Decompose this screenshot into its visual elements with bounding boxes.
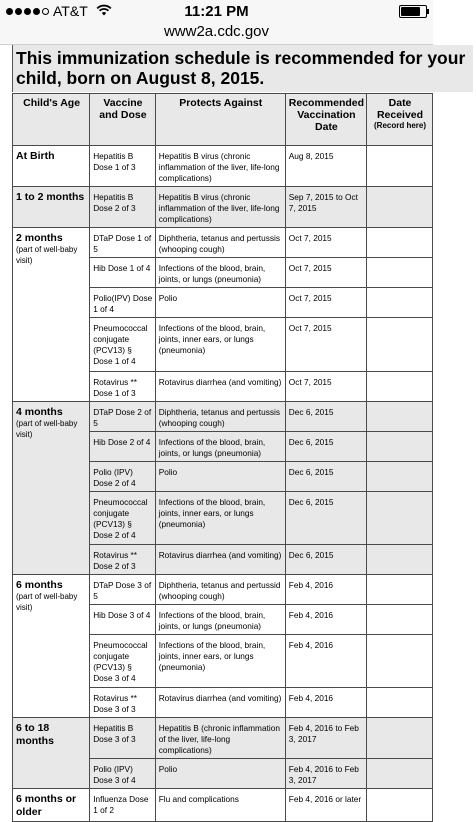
- status-bar: [0, 0, 433, 22]
- date-received-cell[interactable]: [367, 635, 433, 688]
- heading-box: [12, 45, 473, 92]
- vaccine-dose-cell: Rotavirus ** Dose 2 of 3: [90, 545, 156, 575]
- recommended-date-cell: Oct 7, 2015: [285, 288, 366, 318]
- vaccine-dose-cell: Rotavirus ** Dose 1 of 3: [90, 372, 156, 402]
- table-header-row: [13, 94, 433, 146]
- page-title: This immunization schedule is recommended for your child, born on August 8, 2015.: [16, 48, 466, 88]
- vaccine-dose-cell: DTaP Dose 2 of 5: [90, 402, 156, 432]
- protects-against-cell: Hepatitis B virus (chronic inflammation of the liver, life-long complications): [155, 146, 285, 187]
- date-received-cell[interactable]: [367, 492, 433, 545]
- vaccine-dose-cell: Hepatitis B Dose 2 of 3: [90, 187, 156, 228]
- address-bar[interactable]: www2a.cdc.gov: [0, 22, 433, 45]
- protects-against-cell: Infections of the blood, brain, joints, or lungs (pneumonia): [155, 432, 285, 462]
- age-note: (part of well-baby visit): [16, 419, 78, 439]
- date-received-cell[interactable]: [367, 575, 433, 605]
- age-label: 4 months: [16, 406, 63, 418]
- date-received-cell[interactable]: [367, 462, 433, 492]
- age-note: (part of well-baby visit): [16, 592, 78, 612]
- header-vaccine-and-dose: Vaccine and Dose: [90, 94, 156, 146]
- recommended-date-cell: Feb 4, 2016 or later: [285, 789, 366, 822]
- date-received-cell[interactable]: [367, 146, 433, 187]
- header-date-received: [367, 94, 433, 146]
- carrier-label: AT&T: [53, 3, 88, 19]
- age-label: 6 to 18 months: [16, 722, 54, 747]
- recommended-date-cell: Oct 7, 2015: [285, 372, 366, 402]
- immunization-schedule-table: [12, 93, 433, 822]
- recommended-date-cell: Feb 4, 2016: [285, 635, 366, 688]
- age-label: 6 months or older: [16, 793, 77, 818]
- vaccine-dose-cell: Hib Dose 3 of 4: [90, 605, 156, 635]
- header-date-received-label: Date Received: [376, 97, 424, 121]
- protects-against-cell: Infections of the blood, brain, joints, inner ears, or lungs (pneumonia): [155, 635, 285, 688]
- vaccine-dose-cell: DTaP Dose 1 of 5: [90, 228, 156, 258]
- date-received-cell[interactable]: [367, 759, 433, 789]
- battery-icon: [399, 5, 427, 18]
- protects-against-cell: Diphtheria, tetanus and pertussid (whooping cough): [155, 575, 285, 605]
- date-received-cell[interactable]: [367, 402, 433, 432]
- date-received-cell[interactable]: [367, 228, 433, 258]
- age-label: At Birth: [16, 150, 55, 162]
- recommended-date-cell: Feb 4, 2016 to Feb 3, 2017: [285, 718, 366, 759]
- vaccine-dose-cell: Pneumococcal conjugate (PCV13) § Dose 3 of 4: [90, 635, 156, 688]
- age-cell: [13, 228, 90, 402]
- age-label: 2 months: [16, 232, 63, 244]
- age-cell: [13, 575, 90, 718]
- header-recommended-date: Recommended Vaccination Date: [285, 94, 366, 146]
- recommended-date-cell: Dec 6, 2015: [285, 432, 366, 462]
- recommended-date-cell: Oct 7, 2015: [285, 258, 366, 288]
- age-label: 6 months: [16, 579, 63, 591]
- age-cell: [13, 789, 90, 822]
- protects-against-cell: Infections of the blood, brain, joints, inner ears, or lungs (pneumonia): [155, 492, 285, 545]
- vaccine-dose-cell: Polio (IPV) Dose 2 of 4: [90, 462, 156, 492]
- recommended-date-cell: Dec 6, 2015: [285, 402, 366, 432]
- date-received-cell[interactable]: [367, 688, 433, 718]
- age-label: 1 to 2 months: [16, 191, 85, 203]
- table-row: [13, 718, 433, 759]
- date-received-cell[interactable]: [367, 605, 433, 635]
- protects-against-cell: Polio: [155, 462, 285, 492]
- date-received-cell[interactable]: [367, 545, 433, 575]
- recommended-date-cell: Oct 7, 2015: [285, 228, 366, 258]
- recommended-date-cell: Aug 8, 2015: [285, 146, 366, 187]
- vaccine-dose-cell: Rotavirus ** Dose 3 of 3: [90, 688, 156, 718]
- protects-against-cell: Infections of the blood, brain, joints, or lungs (pneumonia): [155, 605, 285, 635]
- page-content: [0, 45, 466, 818]
- table-row: [13, 187, 433, 228]
- vaccine-dose-cell: Hib Dose 1 of 4: [90, 258, 156, 288]
- protects-against-cell: Diphtheria, tetanus and pertussis (whooping cough): [155, 402, 285, 432]
- table-row: [13, 789, 433, 822]
- vaccine-dose-cell: Hib Dose 2 of 4: [90, 432, 156, 462]
- clock: 11:21 PM: [184, 3, 249, 20]
- recommended-date-cell: Dec 6, 2015: [285, 462, 366, 492]
- age-cell: [13, 187, 90, 228]
- protects-against-cell: Infections of the blood, brain, joints, inner ears, or lungs (pneumonia): [155, 318, 285, 372]
- vaccine-dose-cell: Hepatitis B Dose 3 of 3: [90, 718, 156, 759]
- vaccine-dose-cell: DTaP Dose 3 of 5: [90, 575, 156, 605]
- date-received-cell[interactable]: [367, 187, 433, 228]
- protects-against-cell: Hepatitis B virus (chronic inflammation of the liver, life-long complications): [155, 187, 285, 228]
- vaccine-dose-cell: Polio (IPV) Dose 3 of 4: [90, 759, 156, 789]
- table-row: [13, 228, 433, 258]
- recommended-date-cell: Oct 7, 2015: [285, 318, 366, 372]
- date-received-cell[interactable]: [367, 318, 433, 372]
- header-record-here: (Record here): [374, 121, 427, 130]
- date-received-cell[interactable]: [367, 789, 433, 822]
- age-cell: [13, 402, 90, 575]
- age-cell: [13, 718, 90, 789]
- header-childs-age: Child's Age: [13, 94, 90, 146]
- date-received-cell[interactable]: [367, 718, 433, 759]
- date-received-cell[interactable]: [367, 288, 433, 318]
- vaccine-dose-cell: Polio(IPV) Dose 1 of 4: [90, 288, 156, 318]
- protects-against-cell: Rotavirus diarrhea (and vomiting): [155, 372, 285, 402]
- protects-against-cell: Diphtheria, tetanus and pertussis (whooping cough): [155, 228, 285, 258]
- vaccine-dose-cell: Influenza Dose 1 of 2: [90, 789, 156, 822]
- age-note: (part of well-baby visit): [16, 245, 78, 265]
- recommended-date-cell: Feb 4, 2016: [285, 575, 366, 605]
- protects-against-cell: Rotavirus diarrhea (and vomiting): [155, 545, 285, 575]
- header-protects-against: Protects Against: [155, 94, 285, 146]
- table-row: [13, 402, 433, 432]
- recommended-date-cell: Feb 4, 2016: [285, 605, 366, 635]
- vaccine-dose-cell: Pneumococcal conjugate (PCV13) § Dose 2 of 4: [90, 492, 156, 545]
- vaccine-dose-cell: Pneumococcal conjugate (PCV13) § Dose 1 of 4: [90, 318, 156, 372]
- protects-against-cell: Polio: [155, 759, 285, 789]
- protects-against-cell: Polio: [155, 288, 285, 318]
- recommended-date-cell: Dec 6, 2015: [285, 545, 366, 575]
- recommended-date-cell: Feb 4, 2016: [285, 688, 366, 718]
- recommended-date-cell: Sep 7, 2015 to Oct 7, 2015: [285, 187, 366, 228]
- table-row: [13, 575, 433, 605]
- date-received-cell[interactable]: [367, 258, 433, 288]
- date-received-cell[interactable]: [367, 372, 433, 402]
- protects-against-cell: Rotavirus diarrhea (and vomiting): [155, 688, 285, 718]
- age-cell: [13, 146, 90, 187]
- recommended-date-cell: Dec 6, 2015: [285, 492, 366, 545]
- recommended-date-cell: Feb 4, 2016 to Feb 3, 2017: [285, 759, 366, 789]
- protects-against-cell: Hepatitis B (chronic inflammation of the liver, life-long complications): [155, 718, 285, 759]
- table-row: [13, 146, 433, 187]
- date-received-cell[interactable]: [367, 432, 433, 462]
- protects-against-cell: Infections of the blood, brain, joints, or lungs (pneumonia): [155, 258, 285, 288]
- vaccine-dose-cell: Hepatitis B Dose 1 of 3: [90, 146, 156, 187]
- protects-against-cell: Flu and complications: [155, 789, 285, 822]
